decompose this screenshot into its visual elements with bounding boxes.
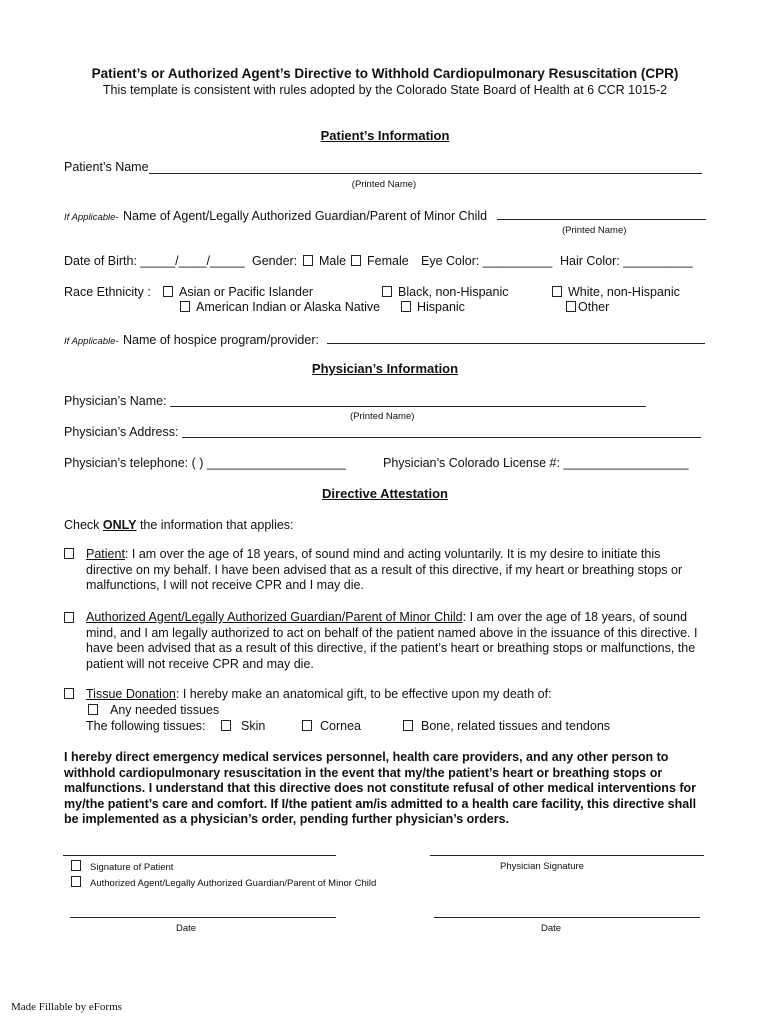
male-checkbox[interactable]: [303, 255, 313, 266]
patient-name-label: Patient’s Name: [64, 160, 149, 174]
hispanic-checkbox[interactable]: [401, 301, 411, 312]
hair-color-field[interactable]: Hair Color: __________: [560, 254, 693, 268]
bone-option[interactable]: [403, 719, 610, 733]
tissue-donation-text: [86, 687, 552, 703]
dob-field[interactable]: Date of Birth: _____/____/_____: [64, 254, 245, 268]
agent-option-line3: have been advised that as a result of this directive, if the patient’s heart or breathing stops or malfunctions, the: [86, 641, 696, 656]
physician-info-heading: Physician’s Information: [311, 361, 459, 376]
date-right-field[interactable]: [434, 917, 700, 918]
native-label: American Indian or Alaska Native: [196, 300, 381, 314]
date-left-label: Date: [176, 923, 197, 934]
cornea-checkbox[interactable]: [302, 720, 312, 731]
any-needed-option[interactable]: [88, 703, 219, 717]
sig-agent-option[interactable]: [71, 876, 376, 889]
tissue-option-line1: : I hereby make an anatomical gift, to be effective upon my death of:: [175, 687, 552, 701]
sig-patient-checkbox[interactable]: [71, 860, 81, 871]
gender-male-option[interactable]: [303, 254, 346, 268]
asian-label: Asian or Pacific Islander: [179, 285, 314, 299]
hospice-label: Name of hospice program/provider:: [123, 333, 319, 347]
check-suffix: the information that applies:: [136, 518, 294, 532]
physician-license-field[interactable]: Physician’s Colorado License #: __________________: [383, 456, 689, 470]
directive-heading: Directive Attestation: [322, 486, 448, 501]
other-label: Other: [578, 300, 610, 314]
sig-patient-label: Signature of Patient: [90, 862, 174, 873]
race-black-option[interactable]: [382, 285, 508, 299]
sig-agent-checkbox[interactable]: [71, 876, 81, 887]
agent-name-row: [64, 207, 487, 225]
form-subtitle: This template is consistent with rules adopted by the Colorado State Board of Health at 6 CCR 1015-2: [102, 83, 668, 97]
date-right-label: Date: [541, 923, 562, 934]
female-label: Female: [367, 254, 409, 268]
directive-statement: [64, 750, 696, 828]
form-title: Patient’s or Authorized Agent’s Directive to Withhold Cardiopulmonary Resuscitation (CPR): [91, 66, 679, 81]
other-checkbox[interactable]: [566, 301, 576, 312]
male-label: Male: [319, 254, 347, 268]
patient-info-heading: Patient’s Information: [320, 128, 450, 143]
race-other-option[interactable]: [566, 300, 609, 314]
if-applicable-label: If Applicable-: [64, 336, 119, 347]
race-white-option[interactable]: [552, 285, 680, 299]
patient-option-title: Patient: [86, 547, 125, 561]
patient-option-line2: directive on my behalf. I have been advised that as a result of this directive, if my heart or breathing stops or: [86, 562, 683, 577]
native-checkbox[interactable]: [180, 301, 190, 312]
any-needed-checkbox[interactable]: [88, 704, 98, 715]
skin-option[interactable]: [221, 719, 265, 733]
patient-option-line1: : I am over the age of 18 years, of sound mind and acting voluntarily. It is my desire to initiate this: [124, 547, 661, 561]
agent-option-line2: mind, and I am legally authorized to act on behalf of the patient named above in the issuance of this directive. I: [86, 625, 698, 640]
agent-option-title: Authorized Agent/Legally Authorized Guardian/Parent of Minor Child: [86, 610, 463, 624]
agent-directive-checkbox[interactable]: [64, 612, 74, 623]
if-applicable-label: If Applicable-: [64, 212, 119, 223]
hispanic-label: Hispanic: [417, 300, 465, 314]
cornea-option[interactable]: [302, 719, 361, 733]
physician-address-label: Physician’s Address:: [64, 425, 179, 439]
gender-label: Gender:: [252, 254, 298, 268]
agent-printed-name-hint: (Printed Name): [562, 225, 627, 236]
eye-color-field[interactable]: Eye Color: __________: [421, 254, 553, 268]
statement-line2: withhold cardiopulmonary resuscitation in the event that my/the patient’s heart or breathing stops or: [64, 765, 663, 780]
black-label: Black, non-Hispanic: [398, 285, 509, 299]
black-checkbox[interactable]: [382, 286, 392, 297]
sig-patient-option[interactable]: [71, 860, 173, 873]
hospice-field[interactable]: [327, 343, 705, 344]
asian-checkbox[interactable]: [163, 286, 173, 297]
check-prefix: Check: [64, 518, 103, 532]
physician-address-field[interactable]: [182, 437, 701, 438]
agent-name-field[interactable]: [497, 219, 706, 220]
sig-agent-label: Authorized Agent/Legally Authorized Guardian/Parent of Minor Child: [90, 878, 377, 889]
tissue-donation-checkbox[interactable]: [64, 688, 74, 699]
physician-signature-field[interactable]: [430, 855, 704, 856]
skin-label: Skin: [241, 719, 266, 733]
agent-option-line1: : I am over the age of 18 years, of sound: [462, 610, 688, 624]
statement-line4: my/the patient’s care and comfort. If I/the patient am/is admitted to a health care facility, this directive shall: [64, 796, 697, 811]
any-needed-label: Any needed tissues: [110, 703, 220, 717]
white-checkbox[interactable]: [552, 286, 562, 297]
check-only: ONLY: [102, 518, 137, 532]
gender-female-option[interactable]: [351, 254, 409, 268]
agent-name-label: Name of Agent/Legally Authorized Guardian/Parent of Minor Child: [123, 209, 488, 223]
patient-signature-field[interactable]: [63, 855, 336, 856]
check-instruction: [64, 518, 294, 532]
physician-name-field[interactable]: [170, 406, 646, 407]
following-tissues-label: The following tissues:: [86, 719, 206, 733]
physician-signature-label: Physician Signature: [500, 861, 584, 872]
hospice-row: [64, 331, 319, 349]
patient-name-field[interactable]: [149, 173, 702, 174]
race-asian-option[interactable]: [163, 285, 313, 299]
bone-checkbox[interactable]: [403, 720, 413, 731]
cornea-label: Cornea: [320, 719, 361, 733]
physician-printed-name-hint: (Printed Name): [350, 411, 415, 422]
patient-option-line3: malfunctions, I will not receive CPR and I may die.: [86, 578, 364, 593]
skin-checkbox[interactable]: [221, 720, 231, 731]
tissue-option-title: Tissue Donation: [86, 687, 176, 701]
statement-line1: I hereby direct emergency medical services personnel, health care providers, and any other person to: [64, 750, 669, 764]
white-label: White, non-Hispanic: [568, 285, 680, 299]
race-label: Race Ethnicity :: [64, 285, 151, 299]
date-left-field[interactable]: [70, 917, 336, 918]
bone-label: Bone, related tissues and tendons: [421, 719, 611, 733]
patient-printed-name-hint: (Printed Name): [351, 179, 417, 190]
female-checkbox[interactable]: [351, 255, 361, 266]
patient-directive-text: [86, 547, 682, 594]
agent-option-line4: patient will not receive CPR and may die.: [86, 656, 314, 671]
made-fillable-footer: Made Fillable by eForms: [11, 1001, 122, 1013]
race-hispanic-option[interactable]: [401, 300, 465, 314]
patient-directive-checkbox[interactable]: [64, 548, 74, 559]
race-native-option[interactable]: [180, 300, 380, 314]
physician-phone-field[interactable]: Physician’s telephone: ( ) ____________________: [64, 456, 346, 470]
statement-line5: be implemented as a physician’s order, pending further physician’s orders.: [64, 812, 510, 827]
agent-directive-text: [86, 610, 697, 672]
physician-name-label: Physician’s Name:: [64, 394, 167, 408]
statement-line3: malfunctions. I understand that this directive does not constitute refusal of other medical interventions for: [64, 781, 697, 796]
